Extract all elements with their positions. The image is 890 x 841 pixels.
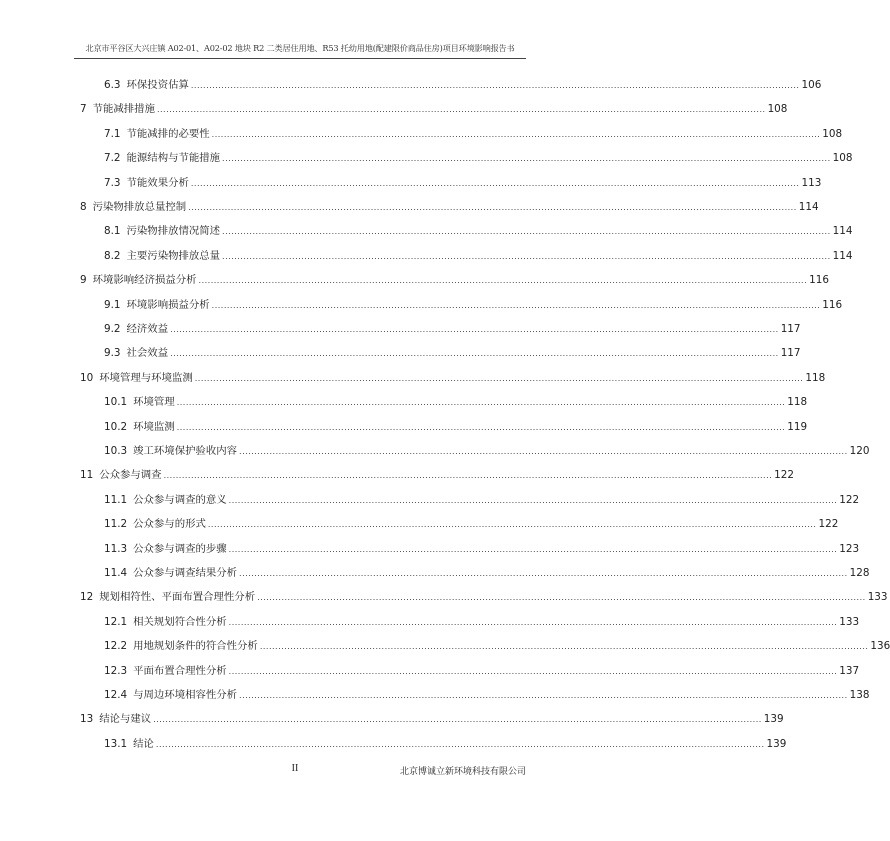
- toc-section-entry[interactable]: [104, 637, 890, 655]
- toc-dot-leader: ........................................................................................................................................................................................................: [188, 203, 797, 212]
- toc-entry-number: 8: [80, 201, 87, 213]
- toc-entry-page: 128: [849, 567, 870, 579]
- toc-entry-page: 113: [801, 176, 822, 189]
- toc-section-entry[interactable]: [104, 515, 839, 533]
- toc-entry-number: 10.2: [104, 420, 128, 433]
- toc-entry-number: 11.1: [104, 493, 128, 506]
- toc-entry-title: 节能效果分析: [126, 176, 189, 189]
- toc-dot-leader: ........................................................................................................................................................................................................: [190, 81, 800, 90]
- toc-entry-number: 12.3: [104, 664, 128, 677]
- toc-entry-page: 114: [832, 225, 853, 238]
- toc-chapter-entry[interactable]: [80, 198, 819, 216]
- footer-company: 北京博诚立新环境科技有限公司: [399, 767, 526, 777]
- toc-entry-number: 12.2: [104, 640, 128, 653]
- toc-entry-title: 能源结构与节能措施: [126, 152, 221, 165]
- toc-section-entry[interactable]: [104, 662, 860, 680]
- toc-entry-number: 7: [80, 103, 87, 116]
- toc-entry-title: 环境影响经济损益分析: [92, 274, 197, 287]
- toc-entry-title: 相关规划符合性分析: [133, 615, 227, 628]
- toc-chapter-entry[interactable]: [80, 369, 826, 387]
- toc-entry-title: 主要污染物排放总量: [126, 249, 221, 262]
- toc-dot-leader: ........................................................................................................................................................................................................: [222, 154, 831, 164]
- toc-dot-leader: ........................................................................................................................................................................................................: [155, 739, 765, 749]
- toc-entry-title: 污染物排放总量控制: [92, 201, 187, 213]
- toc-section-entry[interactable]: [104, 76, 822, 94]
- toc-entry-number: 10: [80, 371, 94, 384]
- toc-entry-number: 10.1: [104, 396, 128, 409]
- toc-dot-leader: ........................................................................................................................................................................................................: [222, 227, 831, 237]
- toc-entry-page: 117: [780, 323, 801, 335]
- toc-entry-title: 环境影响损益分析: [126, 298, 210, 311]
- toc-section-entry[interactable]: [104, 344, 801, 362]
- toc-dot-leader: ........................................................................................................................................................................................................: [228, 666, 838, 676]
- toc-entry-title: 环保投资估算: [126, 79, 189, 91]
- page-number: II: [291, 763, 299, 774]
- toc-entry-page: 137: [839, 664, 860, 677]
- toc-entry-page: 106: [801, 79, 822, 91]
- toc-dot-leader: ........................................................................................................................................................................................................: [190, 178, 800, 188]
- toc-entry-page: 133: [839, 615, 860, 628]
- toc-entry-number: 11.4: [104, 567, 128, 579]
- toc-entry-number: 9: [80, 274, 87, 287]
- toc-dot-leader: ........................................................................................................................................................................................................: [239, 691, 848, 700]
- toc-entry-page: 108: [832, 152, 853, 165]
- toc-entry-title: 经济效益: [126, 323, 169, 335]
- toc-section-entry[interactable]: [104, 442, 870, 460]
- toc-entry-title: 公众参与调查的步骤: [133, 542, 227, 555]
- toc-entry-title: 平面布置合理性分析: [133, 664, 227, 677]
- toc-section-entry[interactable]: [104, 491, 860, 509]
- toc-entry-page: 108: [822, 127, 843, 140]
- toc-entry-number: 10.3: [104, 445, 128, 457]
- toc-entry-number: 9.3: [104, 347, 121, 360]
- toc-entry-page: 119: [787, 420, 808, 433]
- toc-entry-page: 133: [867, 591, 888, 604]
- toc-entry-number: 7.3: [104, 176, 121, 189]
- toc-entry-title: 节能减排的必要性: [126, 127, 210, 140]
- toc-section-entry[interactable]: [104, 686, 870, 704]
- toc-section-entry[interactable]: [104, 418, 808, 436]
- toc-section-entry[interactable]: [104, 613, 860, 631]
- toc-entry-number: 13.1: [104, 737, 128, 750]
- toc-entry-title: 公众参与调查结果分析: [133, 567, 238, 579]
- toc-entry-number: 7.1: [104, 127, 121, 140]
- toc-entry-number: 12.1: [104, 615, 128, 628]
- toc-entry-number: 8.1: [104, 225, 121, 238]
- toc-entry-title: 环境监测: [133, 420, 175, 433]
- toc-dot-leader: ........................................................................................................................................................................................................: [228, 617, 838, 627]
- toc-entry-title: 公众参与调查: [99, 469, 162, 482]
- toc-dot-leader: ........................................................................................................................................................................................................: [211, 300, 821, 310]
- toc-dot-leader: ........................................................................................................................................................................................................: [198, 276, 808, 286]
- toc-entry-title: 节能减排措施: [92, 103, 155, 116]
- toc-dot-leader: ........................................................................................................................................................................................................: [156, 105, 766, 115]
- toc-section-entry[interactable]: [104, 174, 822, 192]
- toc-entry-title: 用地规划条件的符合性分析: [133, 640, 258, 653]
- toc-entry-number: 7.2: [104, 152, 121, 165]
- toc-entry-number: 11.3: [104, 542, 128, 555]
- toc-entry-number: 9.1: [104, 298, 121, 311]
- toc-entry-title: 社会效益: [126, 347, 169, 360]
- toc-dot-leader: ........................................................................................................................................................................................................: [257, 593, 866, 603]
- toc-entry-title: 与周边环境相容性分析: [133, 689, 238, 701]
- toc-entry-page: 123: [839, 542, 860, 555]
- toc-dot-leader: ........................................................................................................................................................................................................: [163, 471, 773, 481]
- toc-dot-leader: ........................................................................................................................................................................................................: [228, 495, 838, 505]
- toc-dot-leader: ........................................................................................................................................................................................................: [259, 642, 869, 652]
- toc-dot-leader: ........................................................................................................................................................................................................: [176, 398, 786, 408]
- toc-entry-page: 116: [822, 298, 843, 311]
- toc-entry-number: 13: [80, 713, 94, 726]
- toc-dot-leader: ........................................................................................................................................................................................................: [153, 715, 762, 725]
- toc-entry-page: 114: [832, 249, 853, 262]
- toc-dot-leader: ........................................................................................................................................................................................................: [228, 544, 838, 554]
- toc-entry-page: 118: [805, 371, 826, 384]
- toc-chapter-entry[interactable]: [80, 588, 888, 606]
- toc-entry-page: 138: [849, 689, 870, 701]
- toc-entry-page: 108: [767, 103, 788, 116]
- toc-dot-leader: ........................................................................................................................................................................................................: [170, 349, 779, 359]
- toc-entry-number: 12.4: [104, 689, 128, 701]
- toc-section-entry[interactable]: [104, 564, 870, 582]
- toc-dot-leader: ........................................................................................................................................................................................................: [194, 373, 804, 383]
- toc-dot-leader: ........................................................................................................................................................................................................: [170, 325, 779, 334]
- toc-entry-title: 公众参与的形式: [133, 518, 206, 531]
- toc-entry-title: 规划相符性、平面布置合理性分析: [99, 591, 256, 604]
- toc-entry-number: 9.2: [104, 323, 121, 335]
- toc-chapter-entry[interactable]: [80, 466, 795, 484]
- toc-section-entry[interactable]: [104, 149, 853, 167]
- toc-entry-title: 结论: [133, 737, 154, 750]
- running-header: 北京市平谷区大兴庄镇 A02-01、A02-02 地块 R2 二类居住用地、R53 托幼用地(配建限价商品住房)项目环境影响报告书: [85, 43, 515, 53]
- header-divider: [74, 58, 526, 59]
- toc-section-entry[interactable]: [104, 222, 853, 240]
- toc-section-entry[interactable]: [104, 125, 843, 143]
- toc-dot-leader: ........................................................................................................................................................................................................: [176, 422, 786, 432]
- toc-entry-title: 公众参与调查的意义: [133, 493, 227, 506]
- toc-dot-leader: ........................................................................................................................................................................................................: [222, 251, 831, 261]
- toc-entry-title: 环境管理与环境监测: [99, 371, 193, 384]
- toc-entry-page: 116: [809, 274, 829, 287]
- toc-entry-number: 11.2: [104, 518, 128, 531]
- toc-entry-page: 139: [763, 713, 784, 726]
- toc-dot-leader: ........................................................................................................................................................................................................: [239, 447, 848, 456]
- toc-chapter-entry[interactable]: [80, 271, 829, 289]
- toc-entry-page: 122: [774, 469, 795, 482]
- toc-section-entry[interactable]: [104, 296, 843, 314]
- toc-section-entry[interactable]: [104, 540, 860, 558]
- toc-dot-leader: ........................................................................................................................................................................................................: [207, 520, 817, 530]
- toc-section-entry[interactable]: [104, 320, 801, 338]
- toc-entry-page: 122: [818, 518, 839, 531]
- toc-entry-title: 结论与建议: [99, 713, 152, 726]
- toc-entry-page: 118: [787, 396, 808, 409]
- toc-entry-page: 117: [780, 347, 801, 360]
- toc-dot-leader: ........................................................................................................................................................................................................: [239, 569, 848, 578]
- toc-entry-number: 11: [80, 469, 94, 482]
- toc-entry-number: 6.3: [104, 79, 121, 91]
- toc-entry-page: 114: [798, 201, 819, 213]
- toc-entry-page: 122: [839, 493, 860, 506]
- toc-section-entry[interactable]: [104, 247, 853, 265]
- toc-chapter-entry[interactable]: [80, 100, 788, 118]
- toc-entry-title: 污染物排放情况简述: [126, 225, 221, 238]
- toc-entry-page: 139: [766, 737, 787, 750]
- toc-entry-title: 环境管理: [133, 396, 175, 409]
- toc-entry-number: 8.2: [104, 249, 121, 262]
- toc-dot-leader: ........................................................................................................................................................................................................: [211, 129, 821, 139]
- toc-entry-title: 竣工环境保护验收内容: [133, 445, 238, 457]
- toc-section-entry[interactable]: [104, 393, 808, 411]
- toc-entry-number: 12: [80, 591, 94, 604]
- toc-entry-page: 136: [870, 640, 890, 653]
- toc-chapter-entry[interactable]: [80, 710, 784, 728]
- toc-section-entry[interactable]: [104, 735, 787, 753]
- toc-entry-page: 120: [849, 445, 870, 457]
